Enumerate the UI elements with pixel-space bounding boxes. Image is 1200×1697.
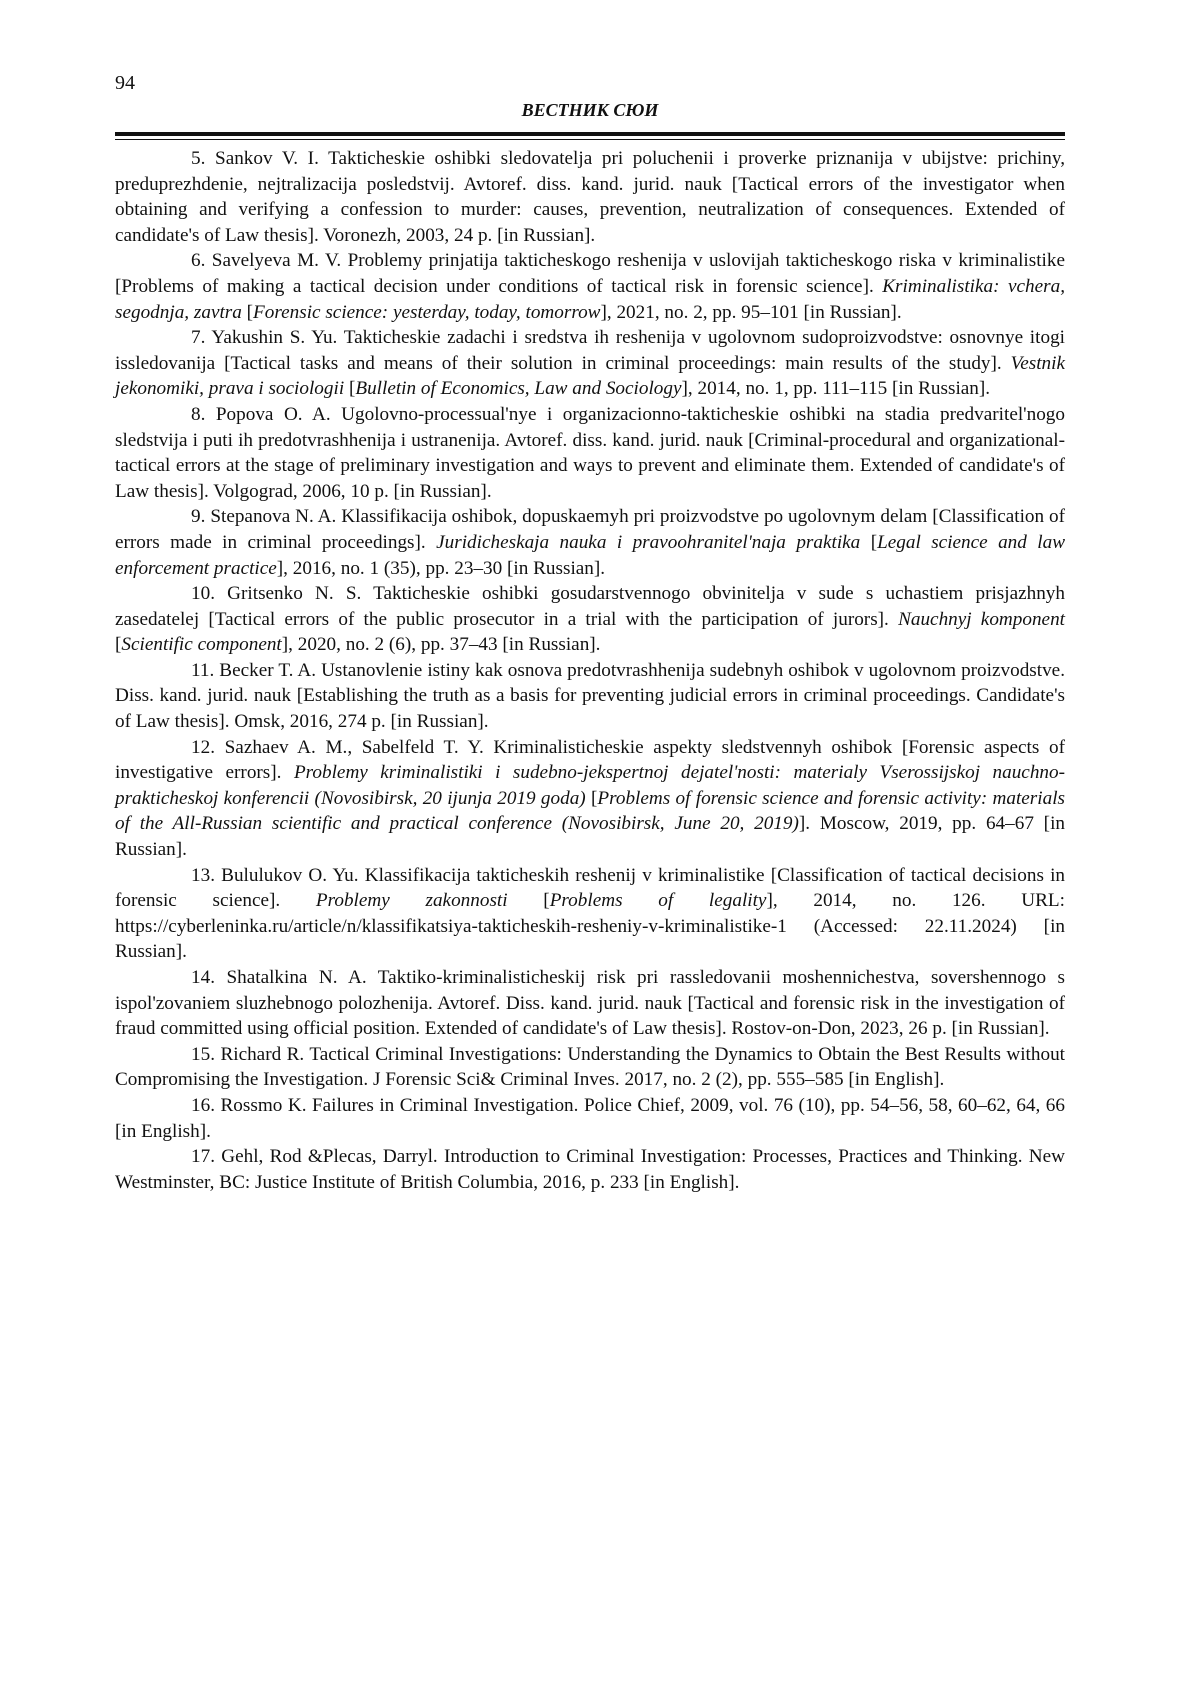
- journal-title: ВЕСТНИК СЮИ: [115, 100, 1065, 121]
- reference-text: 12. Sazhaev A. M., Sabelfeld T. Y. Kriminalisticheskie aspekty sledstvennyh oshibok [Forensic aspects of investigative errors].: [115, 737, 1065, 784]
- reference-item: [115, 863, 1065, 965]
- reference-item: [115, 504, 1065, 581]
- reference-text: ]. Moscow, 2019, pp. 64–67 [in Russian].: [115, 813, 1065, 860]
- reference-text: 16. Rossmo K. Failures in Criminal Investigation. Police Chief, 2009, vol. 76 (10), pp. 54–56, 58, 60–62, 64, 66 [in English].: [115, 1095, 1065, 1142]
- reference-item: [115, 248, 1065, 325]
- reference-italic-title: Forensic science: yesterday, today, tomorrow: [253, 302, 600, 323]
- reference-list: [115, 146, 1065, 1195]
- reference-item: [115, 146, 1065, 248]
- reference-text: 5. Sankov V. I. Takticheskie oshibki sledovatelja pri poluchenii i proverke priznanija v ubijstve: prichiny, preduprezhdenie, nejtralizacija posledstvij. Avtoref. diss. kand. jurid. nauk [Tactical errors of the investigator when obtaining and verifying a confession to murder: causes, prevention, neutralization of consequences. Extended of candidate's of Law thesis]. Voronezh, 2003, 24 p. [in Russian].: [115, 148, 1065, 246]
- reference-item: [115, 1042, 1065, 1093]
- reference-text: 13. Bululukov O. Yu. Klassifikacija takticheskih reshenij v kriminalistike [Classification of tactical decisions in forensic science].: [115, 865, 1065, 912]
- reference-item: [115, 325, 1065, 402]
- header-rule-thin: [115, 139, 1065, 140]
- reference-italic-title: Bulletin of Economics, Law and Sociology: [355, 378, 681, 399]
- reference-text: [: [860, 532, 877, 553]
- reference-text: 14. Shatalkina N. A. Taktiko-kriminalisticheskij risk pri rassledovanii moshennichestva, sovershennogo s ispol'zovaniem sluzhebnogo polozhenija. Avtoref. Diss. kand. jurid. nauk [Tactical and forensic risk in the investigation of fraud committed using official position. Extended of candidate's of Law thesis]. Rostov-on-Don, 2023, 26 p. [in Russian].: [115, 967, 1065, 1039]
- reference-italic-title: Kriminalistika: vchera, segodnja, zavtra: [115, 276, 1065, 323]
- reference-text: ], 2014, no. 126. URL: https://cyberleninka.ru/article/n/klassifikatsiya-takticheskih-resheniy-v-kriminalistike-1 (Accessed: 22.11.2024) [in Russian].: [115, 890, 1065, 962]
- reference-text: ], 2021, no. 2, pp. 95–101 [in Russian].: [600, 302, 901, 323]
- reference-italic-title: Problemy zakonnosti: [316, 890, 508, 911]
- reference-italic-title: Nauchnyj komponent: [898, 609, 1065, 630]
- reference-text: 7. Yakushin S. Yu. Takticheskie zadachi i sredstva ih reshenija v ugolovnom sudoproizvodstve: osnovnye itogi issledovanija [Tactical tasks and means of their solution in criminal proceedings: main results of the study].: [115, 327, 1065, 374]
- reference-italic-title: Scientific component: [121, 634, 281, 655]
- reference-item: [115, 1093, 1065, 1144]
- reference-text: 9. Stepanova N. A. Klassifikacija oshibok, dopuskaemyh pri proizvodstve po ugolovnym delam [Classification of errors made in criminal proceedings].: [115, 506, 1065, 553]
- reference-item: [115, 581, 1065, 658]
- reference-text: ], 2020, no. 2 (6), pp. 37–43 [in Russian].: [282, 634, 601, 655]
- reference-text: 15. Richard R. Tactical Criminal Investigations: Understanding the Dynamics to Obtain the Best Results without Compromising the Investigation. J Forensic Sci& Criminal Inves. 2017, no. 2 (2), pp. 555–585 [in English].: [115, 1044, 1065, 1091]
- reference-italic-title: Problemy kriminalistiki i sudebno-jekspertnoj dejatel'nosti: materialy Vserossijskoj nauchno-prakticheskoj konferencii (Novosibirsk, 20 ijunja 2019 goda): [115, 762, 1065, 809]
- reference-italic-title: Juridicheskaja nauka i pravoohranitel'naja praktika: [436, 532, 860, 553]
- reference-text: [: [508, 890, 550, 911]
- reference-text: [: [242, 302, 253, 323]
- reference-italic-title: Problems of legality: [550, 890, 767, 911]
- reference-italic-title: Vestnik jekonomiki, prava i sociologii: [115, 353, 1065, 400]
- reference-text: 10. Gritsenko N. S. Takticheskie oshibki gosudarstvennogo obvinitelja v sude s uchastiem prisjazhnyh zasedatelej [Tactical errors of the public prosecutor in a trial with the participation of jurors].: [115, 583, 1065, 630]
- reference-text: ], 2016, no. 1 (35), pp. 23–30 [in Russian].: [277, 558, 605, 579]
- reference-text: ], 2014, no. 1, pp. 111–115 [in Russian].: [682, 378, 991, 399]
- page-number: 94: [115, 72, 135, 95]
- reference-item: [115, 1144, 1065, 1195]
- header-rule-thick: [115, 132, 1065, 136]
- reference-item: [115, 735, 1065, 863]
- reference-text: 6. Savelyeva M. V. Problemy prinjatija takticheskogo reshenija v uslovijah takticheskogo riska v kriminalistike [Problems of making a tactical decision under conditions of tactical risk in forensic science].: [115, 250, 1065, 297]
- reference-item: [115, 402, 1065, 504]
- reference-item: [115, 965, 1065, 1042]
- reference-italic-title: Problems of forensic science and forensic activity: materials of the All-Russian scientific and practical conference (Novosibirsk, June 20, 2019): [115, 788, 1065, 835]
- reference-text: 11. Becker T. A. Ustanovlenie istiny kak osnova predotvrashhenija sudebnyh oshibok v ugolovnom proizvodstve. Diss. kand. jurid. nauk [Establishing the truth as a basis for preventing judicial errors in criminal proceedings. Candidate's of Law thesis]. Omsk, 2016, 274 p. [in Russian].: [115, 660, 1065, 732]
- reference-text: [: [344, 378, 355, 399]
- reference-italic-title: Legal science and law enforcement practice: [115, 532, 1065, 579]
- reference-text: [: [586, 788, 598, 809]
- reference-item: [115, 658, 1065, 735]
- reference-text: [: [115, 634, 121, 655]
- reference-text: 17. Gehl, Rod &Plecas, Darryl. Introduction to Criminal Investigation: Processes, Practices and Thinking. New Westminster, BC: Justice Institute of British Columbia, 2016, p. 233 [in English].: [115, 1146, 1065, 1193]
- reference-text: 8. Popova O. A. Ugolovno-processual'nye i organizacionno-takticheskie oshibki na stadia predvaritel'nogo sledstvija i puti ih predotvrashhenija i ustranenija. Avtoref. diss. kand. jurid. nauk [Criminal-procedural and organizational-tactical errors at the stage of preliminary investigation and ways to prevent and eliminate them. Extended of candidate's of Law thesis]. Volgograd, 2006, 10 p. [in Russian].: [115, 404, 1065, 502]
